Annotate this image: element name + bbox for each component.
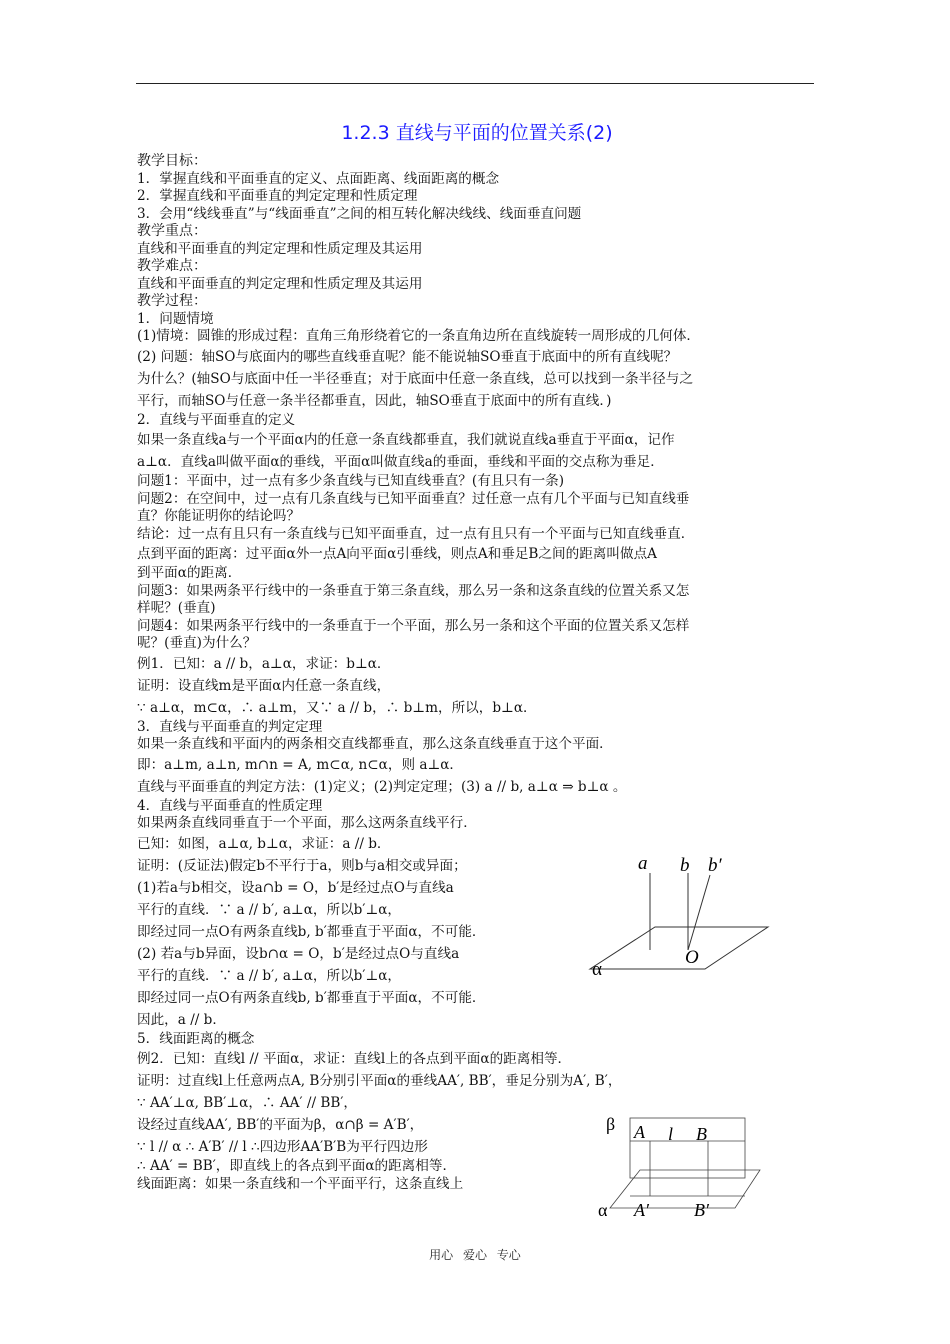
heading-goals: 教学目标： bbox=[137, 153, 207, 169]
label-a: a bbox=[638, 853, 648, 874]
text-line: 线面距离：如果一条直线和一个平面平行，这条直线上 bbox=[137, 1175, 464, 1192]
text-line: 问题2：在空间中，过一点有几条直线与已知平面垂直？过任意一点有几个平面与已知直线垂 bbox=[137, 490, 690, 507]
label-b: b bbox=[680, 855, 690, 876]
text-line: 呢？(垂直)为什么？ bbox=[137, 635, 257, 651]
label-l: l bbox=[668, 1124, 674, 1144]
text-line: 直线和平面垂直的判定定理和性质定理及其运用 bbox=[137, 275, 423, 292]
text-line: 如果一条直线a与一个平面α内的任意一条直线都垂直，我们就说直线a垂直于平面α，记作 bbox=[137, 432, 675, 448]
plane-beta-shape bbox=[630, 1118, 745, 1178]
label-b-prime: B′ bbox=[694, 1200, 709, 1220]
text-line: 平行的直线．∵ a // b′, a⊥α，所以b′⊥α， bbox=[137, 967, 402, 984]
text-line: 即经过同一点O有两条直线b, b′都垂直于平面α，不可能． bbox=[137, 989, 486, 1006]
heading-key-points: 教学重点： bbox=[137, 223, 207, 239]
page-title: 1.2.3 直线与平面的位置关系(2) bbox=[341, 122, 613, 144]
text-line: ∵ AA′⊥α, BB′⊥α，∴ AA′ // BB′， bbox=[137, 1095, 358, 1111]
text-line: 如果一条直线和平面内的两条相交直线都垂直，那么这条直线垂直于这个平面． bbox=[137, 736, 613, 752]
text-line: 平行的直线．∵ a // b′, a⊥α，所以b′⊥α， bbox=[137, 901, 402, 918]
label-b-prime: b′ bbox=[708, 855, 722, 876]
plane-alpha-shape bbox=[590, 927, 768, 969]
text-line: ∵ l // α ∴ A′B′ // l ∴四边形AA′B′B为平行四边形 bbox=[137, 1139, 428, 1155]
label-b: B bbox=[696, 1124, 707, 1144]
text-line: 2．掌握直线和平面垂直的判定定理和性质定理 bbox=[137, 188, 418, 204]
text-line: 例2．已知：直线l // 平面α，求证：直线l上的各点到平面α的距离相等． bbox=[137, 1051, 572, 1067]
section-heading: 1．问题情境 bbox=[137, 310, 214, 327]
label-a-prime: A′ bbox=[634, 1200, 649, 1220]
section-heading: 2．直线与平面垂直的定义 bbox=[137, 411, 296, 428]
text-line: 证明：(反证法)假定b不平行于a，则b与a相交或异面； bbox=[137, 857, 467, 874]
text-line: (2) 问题：轴SO与底面内的哪些直线垂直呢？能不能说轴SO垂直于底面中的所有直线呢？ bbox=[137, 348, 678, 365]
text-line: a⊥α．直线a叫做平面α的垂线，平面α叫做直线a的垂面，垂线和平面的交点称为垂足． bbox=[137, 454, 664, 470]
text-line: ∴ AA′ = BB′，即直线上的各点到平面α的距离相等． bbox=[137, 1158, 457, 1174]
text-line: (2) 若a与b异面，设b∩α = O，b′是经过点O与直线a bbox=[137, 945, 460, 962]
section-heading: 3．直线与平面垂直的判定定理 bbox=[137, 718, 323, 735]
text-line: 因此，a // b． bbox=[137, 1011, 226, 1028]
text-line: 3．会用“线线垂直”与“线面垂直”之间的相互转化解决线线、线面垂直问题 bbox=[137, 205, 582, 222]
text-line: 为什么？(轴SO与底面中任一半径垂直；对于底面中任意一条直线，总可以找到一条半径与之 bbox=[137, 370, 693, 387]
text-line: (1)情境：圆锥的形成过程：直角三角形绕着它的一条直角边所在直线旋转一周形成的几何体． bbox=[137, 328, 701, 344]
label-beta: β bbox=[606, 1114, 616, 1134]
text-line: 直？你能证明你的结论吗？ bbox=[137, 508, 301, 524]
section-heading: 4．直线与平面垂直的性质定理 bbox=[137, 797, 323, 814]
text-line: 证明：设直线m是平面α内任意一条直线， bbox=[137, 677, 391, 694]
text-line: 点到平面的距离：过平面α外一点A向平面α引垂线，则点A和垂足B之间的距离叫做点A bbox=[137, 546, 657, 562]
text-line: 问题1：平面中，过一点有多少条直线与已知直线垂直？(有且只有一条) bbox=[137, 473, 565, 489]
text-line: 结论：过一点有且只有一条直线与已知平面垂直，过一点有且只有一个平面与已知直线垂直． bbox=[137, 525, 695, 542]
text-line: 证明：过直线l上任意两点A, B分别引平面α的垂线AA′, BB′，垂足分别为A′, B′， bbox=[137, 1073, 622, 1089]
text-line: 直线和平面垂直的判定定理和性质定理及其运用 bbox=[137, 240, 423, 257]
label-alpha: α bbox=[592, 959, 602, 980]
label-alpha: α bbox=[598, 1200, 608, 1220]
text-line: 问题3：如果两条平行线中的一条垂直于第三条直线，那么另一条和这条直线的位置关系又怎 bbox=[137, 582, 690, 599]
page-footer: 用心 爱心 专心 bbox=[429, 1248, 521, 1262]
text-line: 平行，而轴SO与任意一条半径都垂直，因此，轴SO垂直于底面中的所有直线．) bbox=[137, 392, 612, 409]
document-page bbox=[137, 118, 817, 1193]
text-line: 已知：如图，a⊥α, b⊥α，求证：a // b． bbox=[137, 835, 391, 852]
text-line: 到平面α的距离． bbox=[137, 565, 242, 581]
plane-alpha-shape bbox=[610, 1170, 760, 1208]
figure-line-plane-distance bbox=[600, 1108, 780, 1226]
section-heading: 5．线面距离的概念 bbox=[137, 1030, 255, 1047]
text-line: 即：a⊥m, a⊥n, m∩n = A, m⊂α, n⊂α，则 a⊥α． bbox=[137, 756, 464, 773]
text-line: 设经过直线AA′, BB′的平面为β，α∩β = A′B′， bbox=[137, 1117, 424, 1133]
label-o: O bbox=[685, 947, 699, 968]
header-rule bbox=[136, 83, 814, 84]
line-b-prime bbox=[688, 875, 710, 950]
text-line: 例1．已知：a // b，a⊥α，求证：b⊥α． bbox=[137, 655, 391, 672]
text-line: 直线与平面垂直的判定方法：(1)定义；(2)判定定理；(3) a // b, a⊥α ⇒ b⊥α 。 bbox=[137, 778, 627, 795]
label-a: A bbox=[634, 1122, 645, 1142]
heading-difficulties: 教学难点： bbox=[137, 258, 207, 274]
figure-perpendicular-lines bbox=[580, 845, 780, 985]
heading-process: 教学过程： bbox=[137, 293, 207, 309]
text-line: (1)若a与b相交，设a∩b = O，b′是经过点O与直线a bbox=[137, 879, 454, 896]
text-line: ∵ a⊥α，m⊂α，∴ a⊥m，又∵ a // b，∴ b⊥m，所以，b⊥α． bbox=[137, 699, 537, 716]
text-line: 即经过同一点O有两条直线b, b′都垂直于平面α，不可能． bbox=[137, 923, 486, 940]
text-line: 1．掌握直线和平面垂直的定义、点面距离、线面距离的概念 bbox=[137, 170, 500, 187]
text-line: 问题4：如果两条平行线中的一条垂直于一个平面，那么另一条和这个平面的位置关系又怎样 bbox=[137, 617, 690, 634]
text-line: 如果两条直线同垂直于一个平面，那么这两条直线平行． bbox=[137, 815, 477, 831]
text-line: 样呢？(垂直) bbox=[137, 600, 216, 616]
